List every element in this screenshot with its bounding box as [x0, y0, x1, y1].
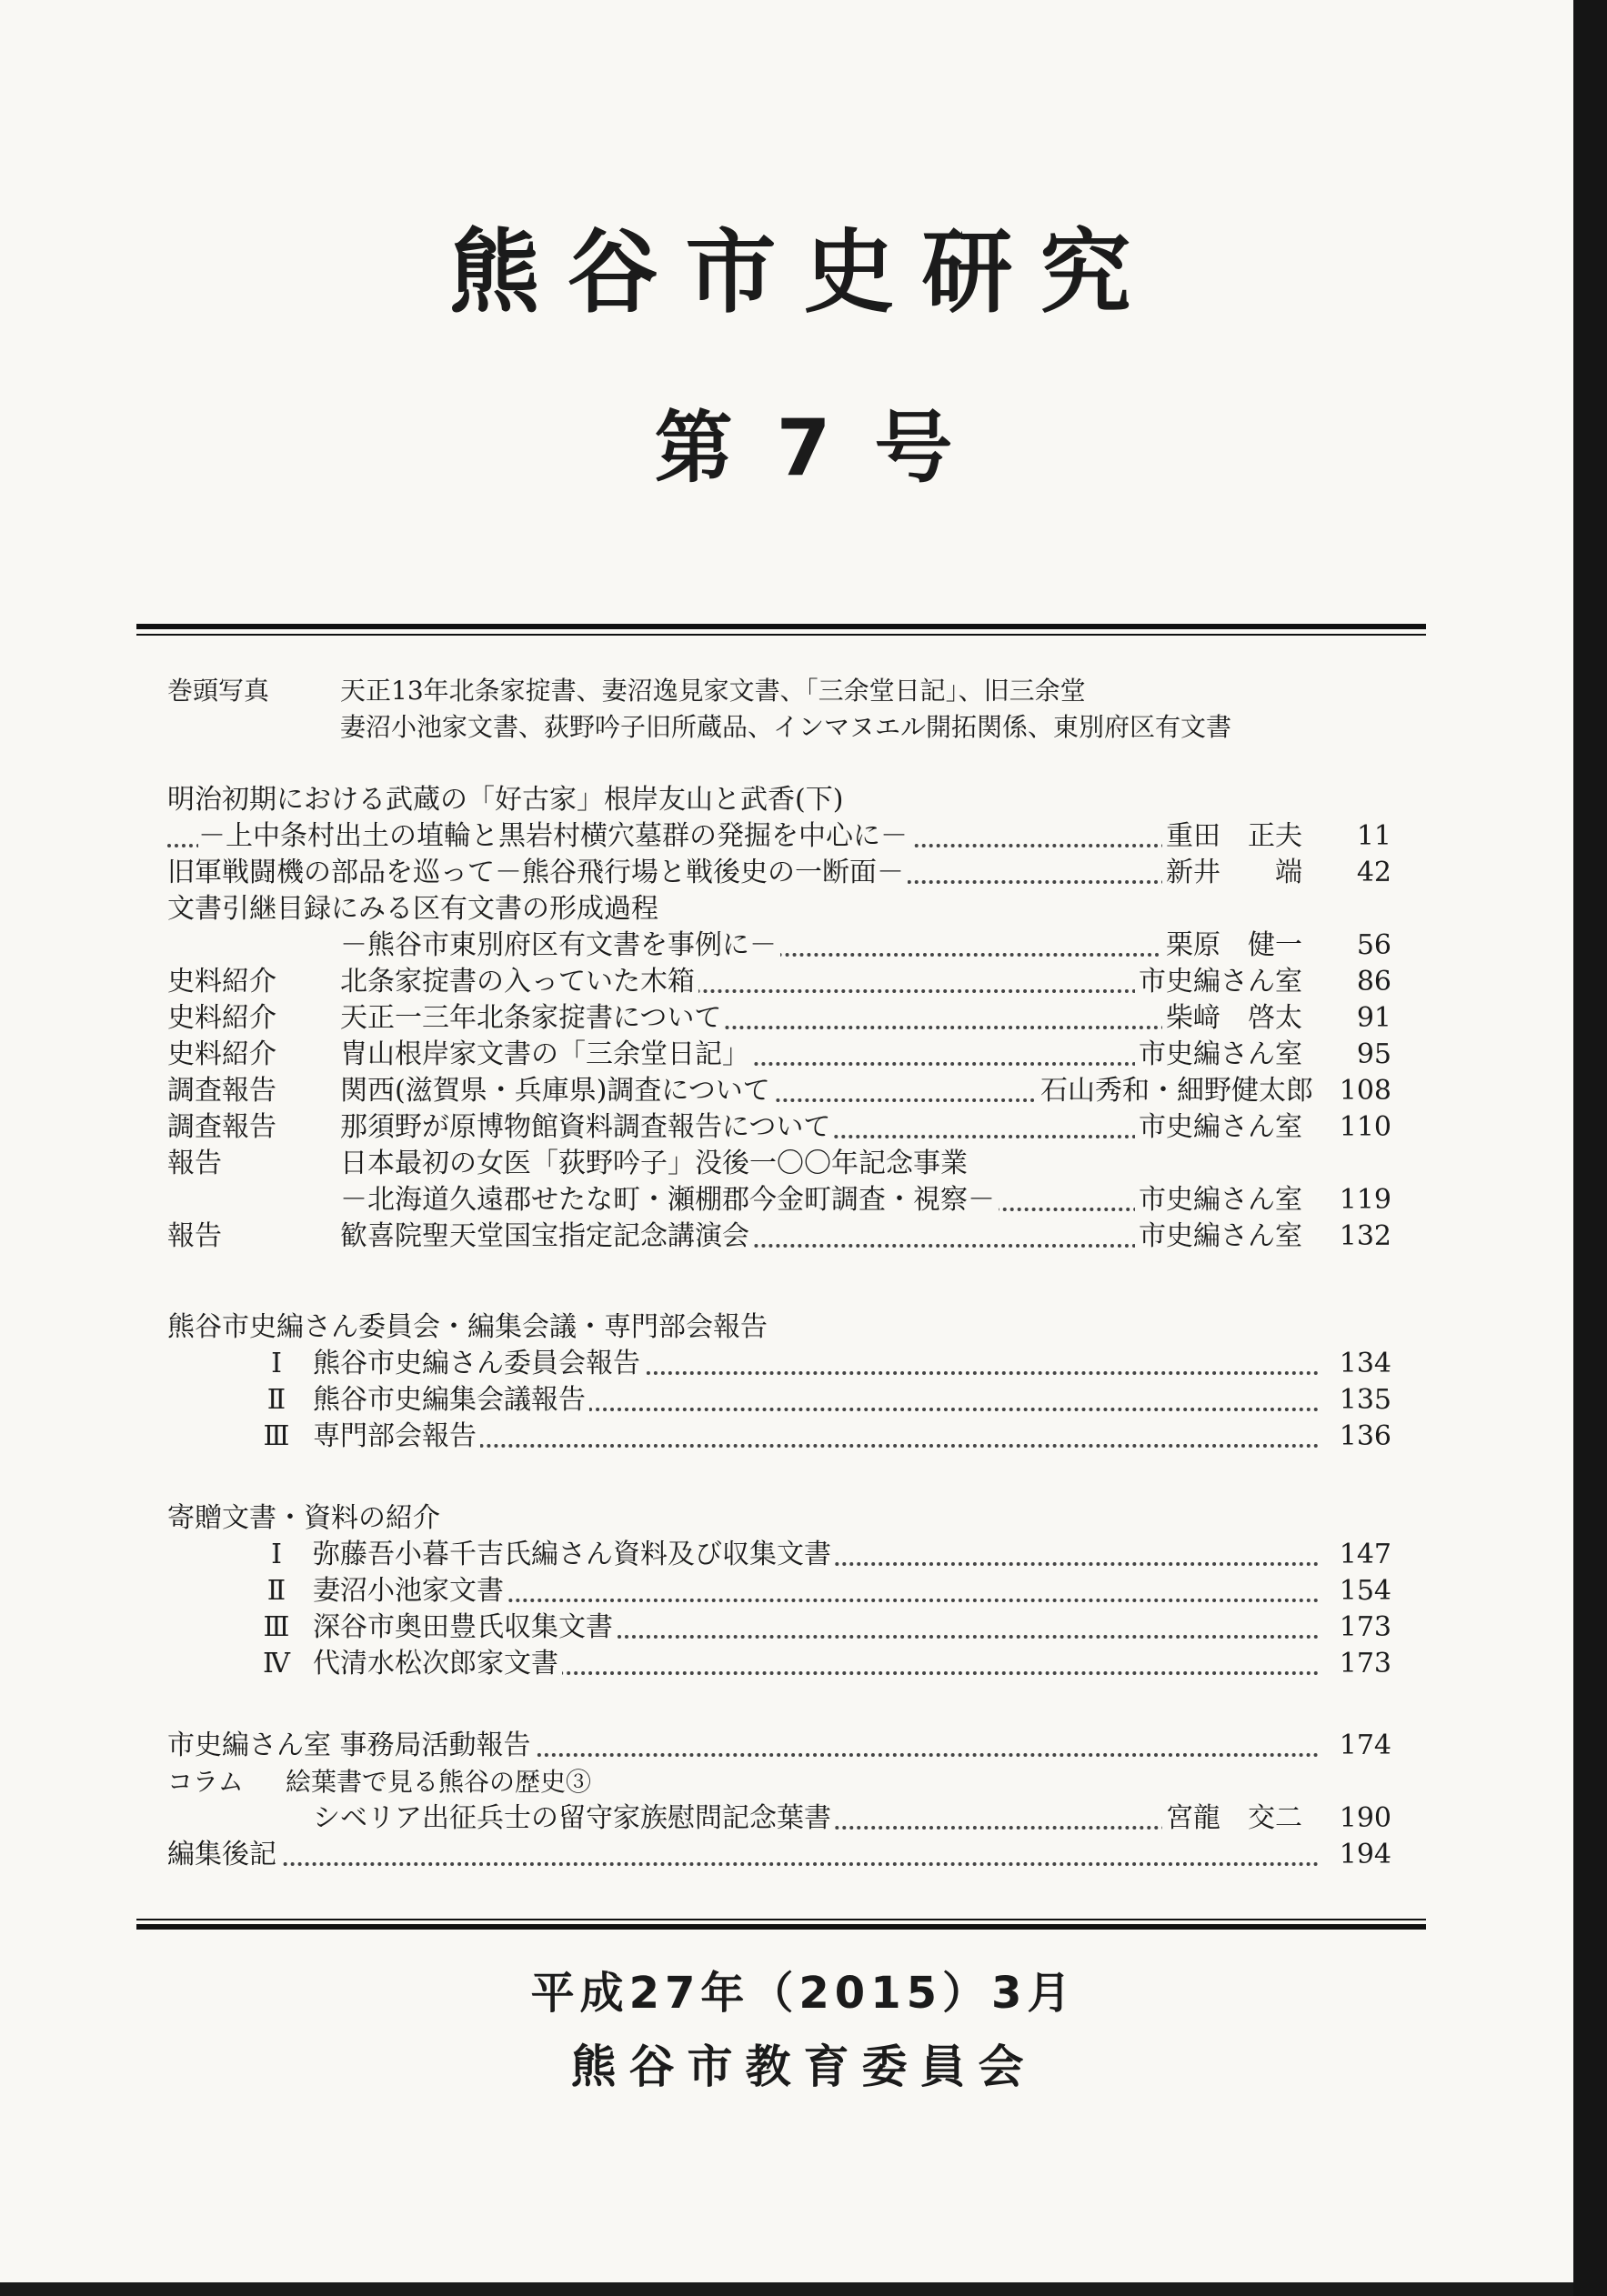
section-entry-7: 報告 歓喜院聖天堂国宝指定記念講演会 市史編さん室 132 [167, 1218, 1391, 1255]
issue-prefix: 第 [654, 403, 733, 494]
committee-heading: 熊谷市史編さん委員会・編集会議・専門部会報告 [167, 1311, 768, 1343]
donations-heading: 寄贈文書・資料の紹介 [167, 1502, 440, 1534]
publisher: 熊谷市教育委員会 [570, 2040, 1037, 2093]
bottom-rule-thick [136, 1924, 1426, 1930]
committee-item-3: Ⅲ 専門部会報告 136 [167, 1419, 1391, 1455]
issue-number [0, 398, 1607, 498]
frontispiece-label: 巻頭写真 [167, 676, 270, 706]
article-title-2: 旧軍戦闘機の部品を巡って－熊谷飛行場と戦後史の一断面－ 新井 端 42 [167, 855, 1391, 891]
committee-item-1: Ⅰ 熊谷市史編さん委員会報告 134 [167, 1346, 1391, 1382]
donation-item-2: Ⅱ 妻沼小池家文書 154 [167, 1573, 1391, 1609]
journal-title: 熊谷市史研究 [448, 219, 1159, 326]
section-entry-6-subtitle: －北海道久遠郡せたな町・瀬棚郡今金町調査・視察－ 市史編さん室 119 [167, 1182, 1391, 1218]
top-rule-thin [136, 634, 1426, 636]
bottom-rule-thin [136, 1919, 1426, 1920]
publication-date: 平成27年（2015）3月 [530, 1968, 1077, 2019]
section-entry-6: 報告 日本最初の女医「荻野吟子」没後一〇〇年記念事業 [167, 1148, 968, 1179]
donation-item-3: Ⅲ 深谷市奥田豊氏収集文書 173 [167, 1609, 1391, 1646]
section-entry-5: 調査報告 那須野が原博物館資料調査報告について 市史編さん室 110 [167, 1109, 1391, 1146]
issue-num: 7 [776, 403, 831, 494]
article-title-3: 文書引継目録にみる区有文書の形成過程 [167, 893, 658, 925]
frontispiece-line-1 [167, 673, 1391, 709]
article-subtitle-3: －熊谷市東別府区有文書を事例に－ 栗原 健一 56 [167, 927, 1391, 964]
afterword: 編集後記 194 [167, 1837, 1391, 1873]
frontispiece-text-2: 妻沼小池家文書、荻野吟子旧所蔵品、インマヌエル開拓関係、東別府区有文書 [340, 712, 1232, 742]
donation-item-4: Ⅳ 代清水松次郎家文書 173 [167, 1646, 1391, 1682]
column-heading: コラム 絵葉書で見る熊谷の歴史③ [167, 1767, 592, 1797]
article-subtitle-1: －上中条村出土の埴輪と黒岩村横穴墓群の発掘を中心に－ 重田 正夫 11 [167, 818, 1391, 855]
column-entry: シベリア出征兵士の留守家族慰問記念葉書 宮龍 交二 190 [167, 1800, 1391, 1837]
committee-item-2: Ⅱ 熊谷市史編集会議報告 135 [167, 1382, 1391, 1419]
frontispiece-line-2 [167, 709, 1391, 746]
scan-edge [1573, 0, 1607, 2296]
activity-report: 市史編さん室 事務局活動報告 174 [167, 1728, 1391, 1764]
section-entry-4: 調査報告 関西(滋賀県・兵庫県)調査について 石山秀和・細野健太郎 108 [167, 1073, 1391, 1109]
top-rule-thick [136, 624, 1426, 629]
issue-suffix: 号 [874, 403, 953, 494]
article-title-1: 明治初期における武蔵の「好古家」根岸友山と武香(下) [167, 784, 844, 816]
section-entry-1: 史料紹介 北条家掟書の入っていた木箱 市史編さん室 86 [167, 964, 1391, 1000]
donation-item-1: Ⅰ 弥藤吾小暮千吉氏編さん資料及び収集文書 147 [167, 1537, 1391, 1573]
section-entry-2: 史料紹介 天正一三年北条家掟書について 柴﨑 啓太 91 [167, 1000, 1391, 1037]
frontispiece-text-1: 天正13年北条家掟書、妻沼逸見家文書、「三余堂日記」、旧三余堂 [340, 676, 1086, 706]
section-entry-3: 史料紹介 冑山根岸家文書の「三余堂日記」 市史編さん室 95 [167, 1037, 1391, 1073]
